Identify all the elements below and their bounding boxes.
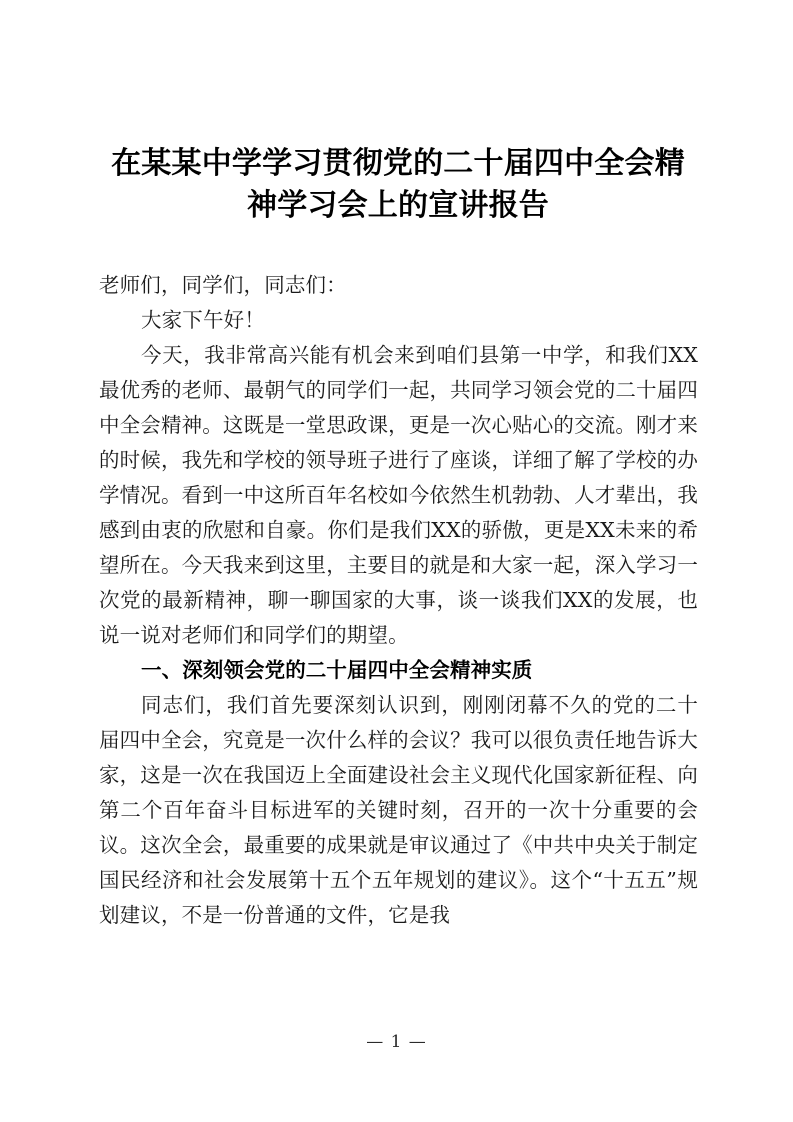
paragraph-1: 今天，我非常高兴能有机会来到咱们县第一中学，和我们XX最优秀的老师、最朝气的同学们一起，共同学习领会党的二十届四中全会精神。这既是一堂思政课，更是一次心贴心的交流。刚才来的时候，我先和学校的领导班子进行了座谈，详细了解了学校的办学情况。看到一中这所百年名校如今依然生机勃勃、人才辈出，我感到由衷的欣慰和自豪。你们是我们XX的骄傲，更是XX未来的希望所在。今天我来到这里，主要目的就是和大家一起，深入学习一次党的最新精神，聊一聊国家的大事，谈一谈我们XX的发展，也说一说对老师们和同学们的期望。 [99, 343, 698, 647]
page-number-footer: — 1 — [366, 1032, 427, 1052]
document-body [99, 268, 698, 933]
section-heading-1: 一、深刻领会党的二十届四中全会精神实质 [141, 658, 533, 682]
salutation-line: 老师们，同学们，同志们： [99, 273, 347, 297]
page-title: 在某某中学学习贯彻党的二十届四中全会精神学习会上的宣讲报告 [111, 146, 685, 223]
greeting-line: 大家下午好！ [141, 308, 265, 332]
paragraph-2: 同志们，我们首先要深刻认识到，刚刚闭幕不久的党的二十届四中全会，究竟是一次什么样的会议？我可以很负责任地告诉大家，这是一次在我国迈上全面建设社会主义现代化国家新征程、向第二个百年奋斗目标进军的关键时刻，召开的一次十分重要的会议。这次全会，最重要的成果就是审议通过了《中共中央关于制定国民经济和社会发展第十五个五年规划的建议》。这个“十五五”规划建议，不是一份普通的文件，它是我 [99, 693, 698, 927]
